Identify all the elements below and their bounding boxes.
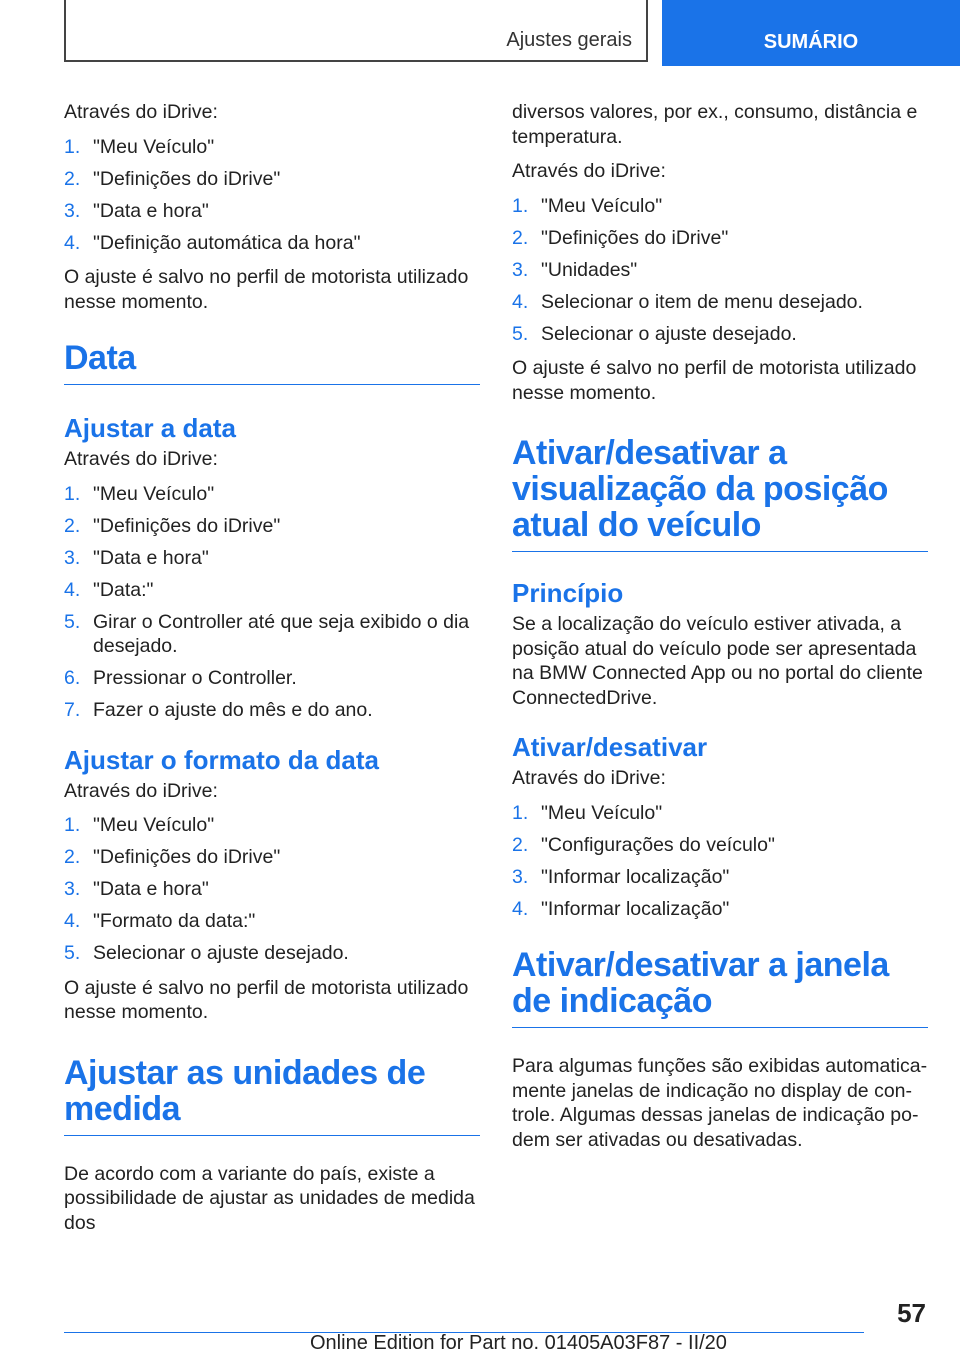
step-number: 6. bbox=[64, 667, 81, 689]
step-item bbox=[512, 258, 928, 283]
step-text: "Unidades" bbox=[541, 258, 638, 281]
step-number: 1. bbox=[64, 135, 81, 158]
step-number: 5. bbox=[512, 322, 529, 345]
step-number: 5. bbox=[64, 942, 81, 964]
units-intro: De acordo com a variante do país, existe a possibilidade de ajustar as unidades de medida dos bbox=[64, 1162, 475, 1234]
step-text: Selecionar o ajuste desejado. bbox=[541, 322, 797, 345]
data-heading: Data bbox=[64, 340, 480, 385]
step-item bbox=[512, 226, 928, 251]
summary-button[interactable] bbox=[662, 0, 960, 66]
step-number: 3. bbox=[64, 878, 81, 900]
step-number: 1. bbox=[512, 801, 529, 824]
units-label: Através do iDrive: bbox=[512, 160, 666, 182]
step-number: 2. bbox=[512, 226, 529, 249]
step-text: "Data e hora" bbox=[93, 199, 209, 222]
step-number: 2. bbox=[64, 514, 81, 537]
step-text: "Informar localização" bbox=[541, 897, 730, 920]
left-column bbox=[64, 100, 480, 1245]
step-text: "Meu Veículo" bbox=[93, 135, 215, 158]
header-bar bbox=[64, 0, 960, 66]
step-item bbox=[64, 909, 480, 934]
page-number: 57 bbox=[897, 1298, 926, 1328]
step-number: 5. bbox=[64, 610, 81, 633]
step-item bbox=[512, 194, 928, 219]
step-text: "Definições do iDrive" bbox=[93, 846, 281, 868]
position-heading: Ativar/desativar a visualização da posição atual do veículo bbox=[512, 435, 928, 552]
set-date-label: Através do iDrive: bbox=[64, 448, 218, 470]
intro-note: O ajuste é salvo no perfil de motorista utilizado nesse momento. bbox=[64, 266, 469, 313]
step-item bbox=[64, 482, 480, 507]
step-text: "Definições do iDrive" bbox=[93, 167, 281, 190]
step-item bbox=[64, 610, 480, 659]
step-number: 1. bbox=[64, 482, 81, 505]
step-number: 3. bbox=[512, 258, 529, 281]
step-text: "Data:" bbox=[93, 578, 154, 601]
step-text: "Informar localização" bbox=[541, 865, 730, 888]
step-text: "Definições do iDrive" bbox=[93, 514, 281, 537]
toggle-label: Através do iDrive: bbox=[512, 767, 666, 789]
step-text: "Configurações do veículo" bbox=[541, 833, 775, 856]
intro-label: Através do iDrive: bbox=[64, 101, 218, 123]
step-item bbox=[64, 167, 480, 192]
step-item bbox=[64, 877, 480, 902]
step-text: Fazer o ajuste do mês e do ano. bbox=[93, 699, 373, 721]
step-text: "Meu Veículo" bbox=[541, 801, 663, 824]
toggle-heading: Ativar/desativar bbox=[512, 732, 708, 762]
step-text: "Meu Veículo" bbox=[93, 482, 215, 505]
units-cont: diversos valores, por ex., consumo, distância e temperatura. bbox=[512, 101, 918, 148]
step-item bbox=[64, 135, 480, 160]
format-note: O ajuste é salvo no perfil de motorista utilizado nesse momento. bbox=[64, 976, 469, 1023]
step-number: 3. bbox=[64, 546, 81, 569]
format-label: Através do iDrive: bbox=[64, 779, 218, 802]
step-text: Selecionar o ajuste desejado. bbox=[93, 942, 349, 964]
format-heading: Ajustar o formato da data bbox=[64, 744, 379, 775]
step-text: "Meu Veículo" bbox=[541, 194, 663, 217]
step-item bbox=[512, 865, 928, 890]
step-text: "Data e hora" bbox=[93, 878, 209, 900]
step-number: 1. bbox=[64, 814, 81, 836]
step-number: 2. bbox=[64, 846, 81, 868]
step-item bbox=[64, 578, 480, 603]
principle-heading: Princípio bbox=[512, 578, 624, 608]
step-item bbox=[64, 514, 480, 539]
units-steps bbox=[512, 194, 928, 347]
step-number: 2. bbox=[512, 833, 529, 856]
step-text: Selecionar o item de menu desejado. bbox=[541, 290, 863, 313]
step-item bbox=[512, 290, 928, 315]
step-text: "Definições do iDrive" bbox=[541, 226, 729, 249]
window-text: Para algumas funções são exibidas automaticamente janelas de indicação no display de controle. Algumas dessas janelas de indicação podem ser ativadas ou desativadas. bbox=[512, 1055, 928, 1151]
step-item bbox=[512, 322, 928, 347]
step-item bbox=[64, 666, 480, 691]
window-heading: Ativar/desativar a janela de indicação bbox=[512, 947, 928, 1028]
step-number: 4. bbox=[64, 231, 81, 254]
set-date-heading: Ajustar a data bbox=[64, 413, 236, 443]
step-text: Girar o Controller até que seja exibido o dia desejado. bbox=[93, 610, 470, 657]
format-steps bbox=[64, 813, 480, 966]
units-note: O ajuste é salvo no perfil de motorista utilizado nesse momento. bbox=[512, 357, 917, 404]
step-item bbox=[512, 801, 928, 826]
step-number: 4. bbox=[512, 897, 529, 920]
step-item bbox=[64, 845, 480, 870]
step-text: Pressionar o Controller. bbox=[93, 667, 297, 689]
section-title: Ajustes gerais bbox=[506, 29, 632, 51]
step-item bbox=[64, 546, 480, 571]
summary-label: SUMÁRIO bbox=[763, 31, 859, 53]
step-text: "Definição automática da hora" bbox=[93, 231, 361, 254]
right-column bbox=[512, 100, 928, 1162]
step-text: "Formato da data:" bbox=[93, 910, 256, 932]
step-item bbox=[512, 897, 928, 922]
intro-steps bbox=[64, 135, 480, 256]
section-title-tab bbox=[64, 0, 648, 62]
step-number: 4. bbox=[64, 910, 81, 932]
step-number: 4. bbox=[64, 578, 81, 601]
step-item bbox=[64, 941, 480, 966]
edition-footer: Online Edition for Part no. 01405A03F87 - II/20 bbox=[310, 1332, 727, 1354]
step-number: 1. bbox=[512, 194, 529, 217]
units-heading: Ajustar as unidades de medida bbox=[64, 1055, 480, 1136]
step-number: 7. bbox=[64, 699, 81, 721]
step-item bbox=[64, 231, 480, 256]
step-number: 2. bbox=[64, 167, 81, 190]
step-number: 3. bbox=[512, 865, 529, 888]
step-text: "Meu Veículo" bbox=[93, 814, 215, 836]
set-date-steps bbox=[64, 482, 480, 723]
step-text: "Data e hora" bbox=[93, 546, 209, 569]
step-item bbox=[512, 833, 928, 858]
step-item bbox=[64, 698, 480, 723]
step-number: 3. bbox=[64, 199, 81, 222]
step-item bbox=[64, 199, 480, 224]
principle-text: Se a localização do veículo estiver ativada, a posição atual do veículo pode ser apresentada na BMW Connected App ou no portal do cliente ConnectedDrive. bbox=[512, 613, 923, 709]
toggle-steps bbox=[512, 801, 928, 922]
step-number: 4. bbox=[512, 290, 529, 313]
step-item bbox=[64, 813, 480, 838]
